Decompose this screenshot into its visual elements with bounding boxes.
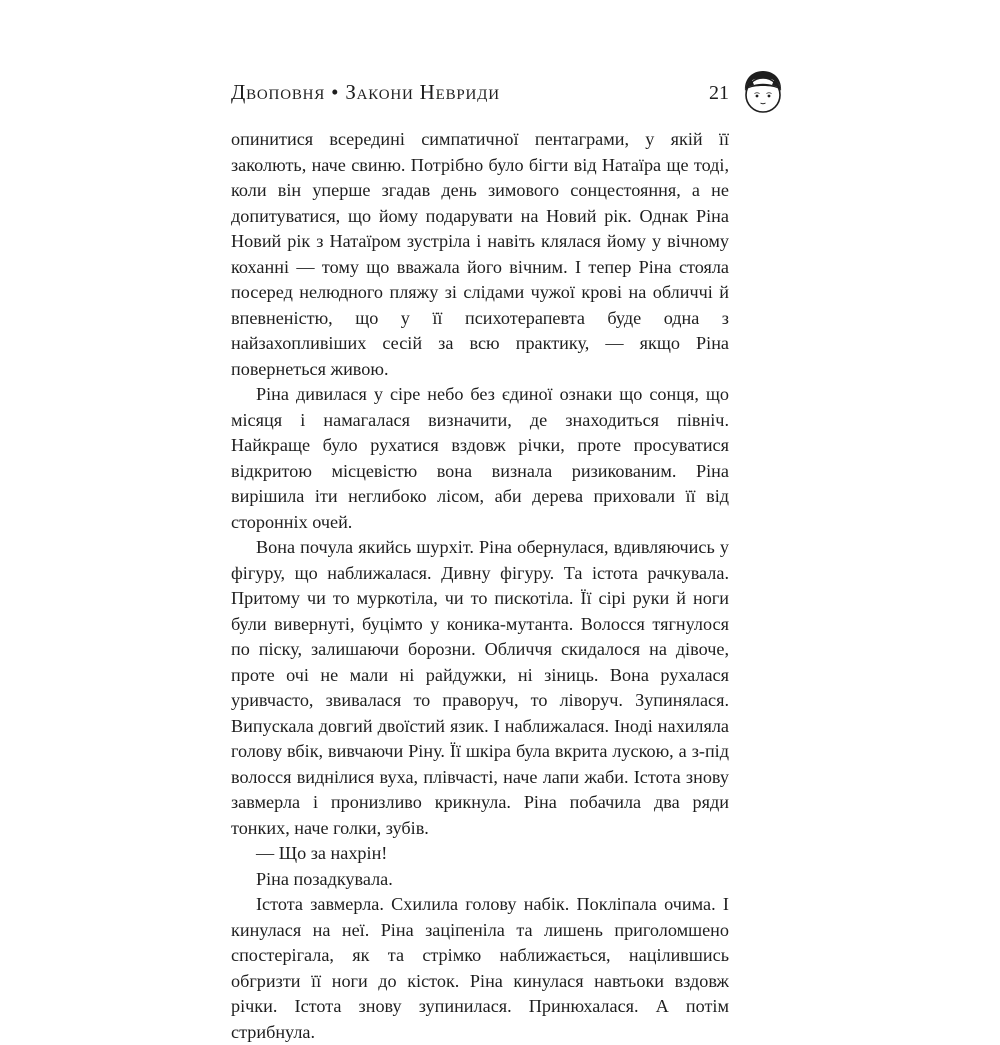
girl-face-emblem-icon [742, 69, 784, 115]
paragraph-5: Ріна позадкувала. [256, 868, 393, 889]
paragraph-6: Істота завмерла. Схилила голову набік. Покліпала очима. І кинулася на неї. Ріна заціпеніла та лишень приголомшено спостерігала, як та стрімко наближається, націлившись обгризти її ноги до кісток. Ріна кинулася навтьоки вздовж річки. Істота знову зупинилася. Принюхалася. А потім стрибнула. [231, 894, 729, 1042]
page-number: 21 [709, 82, 729, 104]
paragraph-3: Вона почула якийсь шурхіт. Ріна обернулася, вдивляючись у фігуру, що наближалася. Дивну фігуру. Та істота рачкувала. Притому чи то муркотіла, чи то пискотіла. Її сірі руки й ноги були вивернуті, буцімто у коника-мутанта. Волосся тягнулося по піску, залишаючи борозни. Обличчя скидалося на дівоче, проте очі не мали ні райдужки, ні зіниць. Вона рухалася уривчасто, звивалася то праворуч, то ліворуч. Зупинялася. Випускала довгий двоїстий язик. І наближалася. Іноді нахиляла голову вбік, вивчаючи Ріну. Її шкіра була вкрита лускою, а з-під волосся виднілися вуха, плівчасті, наче лапи жаби. Істота знову завмерла і пронизливо крикнула. Ріна побачила два ряди тонких, наче голки, зубів. [231, 537, 729, 838]
body-text [231, 127, 729, 1045]
paragraph-2: Ріна дивилася у сіре небо без єдиної ознаки що сонця, що місяця і намагалася визначити, де знаходиться північ. Найкраще було рухатися вздовж річки, проте просуватися відкритою місцевістю вона визнала ризикованим. Ріна вирішила іти неглибоко лісом, аби дерева приховали її від сторонніх очей. [231, 384, 729, 532]
running-title: Двоповня • Закони Невриди [231, 80, 500, 104]
dialogue-line: — Що за нахрін! [256, 843, 388, 863]
paragraph-1: опинитися всередині симпатичної пентаграми, у якій її заколють, наче свиню. Потрібно було бігти від Натаїра ще тоді, коли він уперше згадав день зимового сонцестояння, а не допитуватися, що йому подарувати на Новий рік. Однак Ріна Новий рік з Натаїром зустріла і навіть клялася йому у вічному коханні — тому що вважала його вічним. І тепер Ріна стояла посеред нелюдного пляжу зі слідами чужої крові на обличчі й впевненістю, що у її психотерапевта буде одна з найзахопливіших сесій за всю практику, — якщо Ріна повернеться живою. [231, 129, 729, 379]
running-head [231, 80, 731, 110]
